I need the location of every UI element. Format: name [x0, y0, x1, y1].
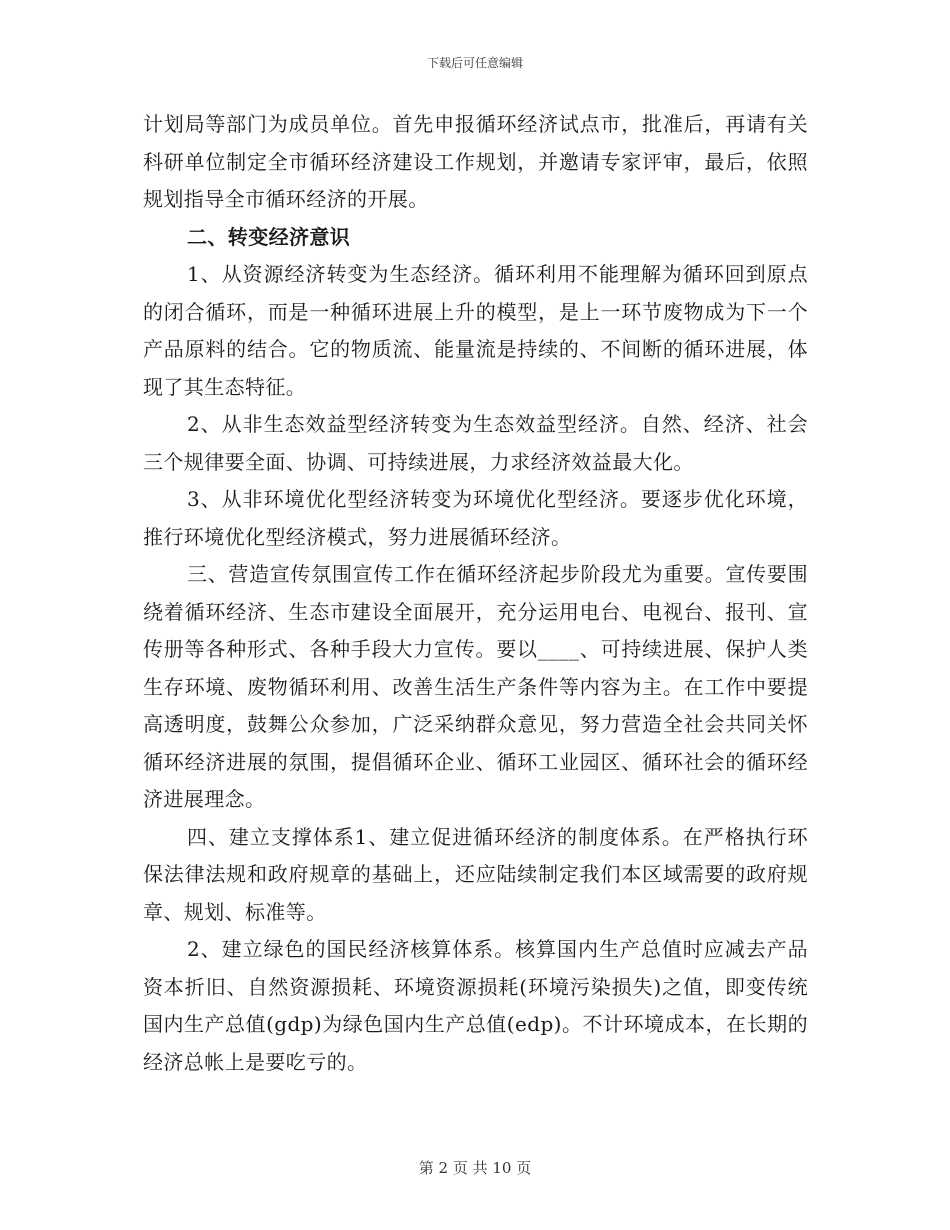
paragraph-section-4: 四、建立支撑体系1、建立促进循环经济的制度体系。在严格执行环保法律法规和政府规章的基础上，还应陆续制定我们本区域需要的政府规章、规划、标准等。 — [143, 824, 808, 924]
paragraph-section-4-item-2: 2、建立绿色的国民经济核算体系。核算国内生产总值时应减去产品资本折旧、自然资源损耗、环境资源损耗(环境污染损失)之值，即变传统国内生产总值(gdp)为绿色国内生产总值(edp)。不计环境成本，在长期的经济总帐上是要吃亏的。 — [143, 937, 808, 1074]
paragraph-continuation: 计划局等部门为成员单位。首先申报循环经济试点市，批准后，再请有关科研单位制定全市循环经济建设工作规划，并邀请专家评审，最后，依照规划指导全市循环经济的开展。 — [143, 112, 808, 211]
header-note: 下载后可任意编辑 — [426, 56, 523, 70]
paragraph-item-3: 3、从非环境优化型经济转变为环境优化型经济。要逐步优化环境，推行环境优化型经济模式，努力进展循环经济。 — [143, 487, 808, 549]
paragraph-section-3: 三、营造宣传氛围宣传工作在循环经济起步阶段尤为重要。宣传要围绕着循环经济、生态市建设全面展开，充分运用电台、电视台、报刊、宣传册等各种形式、各种手段大力宣传。要以____、可持续进展、保护人类生存环境、废物循环利用、改善生活生产条件等内容为主。在工作中要提高透明度，鼓舞公众参加，广泛采纳群众意见，努力营造全社会共同关怀循环经济进展的氛围，提倡循环企业、循环工业园区、循环社会的循环经济进展理念。 — [143, 562, 808, 811]
paragraph-item-1: 1、从资源经济转变为生态经济。循环利用不能理解为循环回到原点的闭合循环，而是一种循环进展上升的模型，是上一环节废物成为下一个产品原料的结合。它的物质流、能量流是持续的、不间断的循环进展，体现了其生态特征。 — [143, 262, 808, 399]
section-heading-2: 二、转变经济意识 — [187, 224, 351, 249]
document-body — [143, 106, 808, 1081]
paragraph-item-2: 2、从非生态效益型经济转变为生态效益型经济。自然、经济、社会三个规律要全面、协调、可持续进展，力求经济效益最大化。 — [143, 412, 808, 474]
page-number: 第 2 页 共 10 页 — [418, 1159, 532, 1177]
